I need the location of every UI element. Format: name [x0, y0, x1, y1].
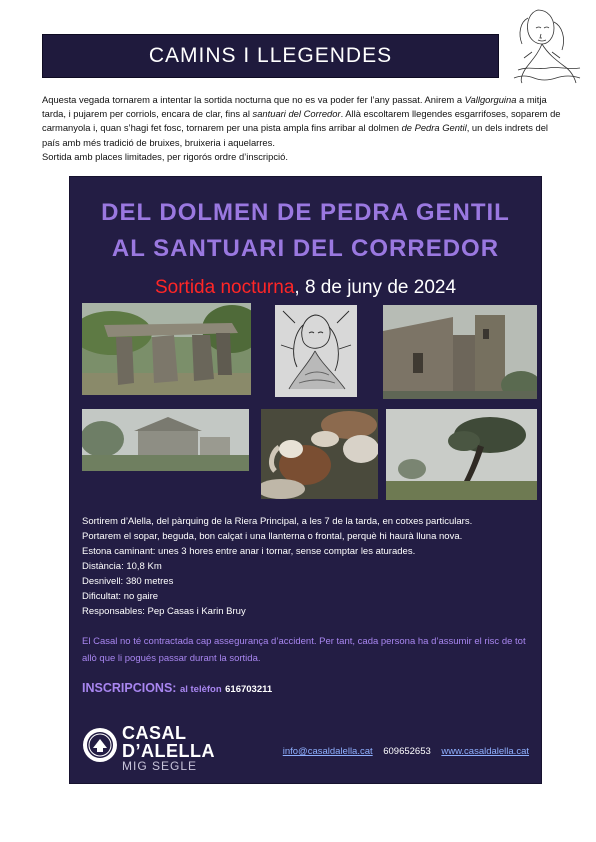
poster-title-line2: AL SANTUARI DEL CORREDOR [111, 235, 500, 262]
inscriptions-label: INSCRIPCIONS: [82, 681, 177, 695]
email-link[interactable]: info@casaldalella.cat [282, 746, 373, 757]
intro-place-pedra-gentil: de Pedra Gentil [401, 122, 467, 134]
contact-line [283, 746, 529, 757]
detail-distance: Distància: 10,8 Km [82, 561, 162, 572]
dolmen-photo [82, 303, 251, 395]
detail-difficulty: Dificultat: no gaire [82, 591, 159, 602]
subtitle-night-outing: Sortida nocturna [154, 277, 295, 298]
website-link[interactable]: www.casaldalella.cat [441, 746, 529, 757]
intro-paragraph [42, 93, 562, 150]
detail-equipment: Portarem el sopar, beguda, bon calçat i una llanterna o frontal, perquè hi haurà lluna nova. [82, 531, 463, 542]
detail-elevation: Desnivell: 380 metres [82, 576, 174, 587]
header-title: CAMINS I LLEGENDES [148, 44, 393, 67]
inscriptions-line [82, 681, 272, 695]
poster-panel [69, 176, 542, 784]
seal-icon [82, 727, 118, 763]
logo-line3: MIG SEGLE [122, 759, 198, 773]
misty-village-photo [82, 409, 249, 471]
poster-title-line1: DEL DOLMEN DE PEDRA GENTIL [101, 199, 510, 226]
santuari-photo [383, 305, 537, 399]
intro-place-vallgorguina: Vallgorguina [464, 94, 517, 105]
foggy-tree-photo [386, 409, 537, 500]
intro-place-corredor: santuari del Corredor [252, 108, 341, 120]
outing-details [82, 514, 532, 619]
intro-text-part: Aquesta vegada tornarem a intentar la sortida nocturna que no es va poder fer l’any passat. Anirem a [42, 94, 465, 105]
detail-walking-time: Estona caminant: unes 3 hores entre anar i tornar, sense comptar les aturades. [82, 546, 416, 557]
witch-drawing-photo [275, 305, 357, 397]
logo-line2: D’ALELLA [122, 741, 215, 761]
casal-alella-logo [82, 721, 215, 773]
inscriptions-phone-label: al telèfon [179, 684, 222, 695]
intro-text-part: . Allà escoltarem llegendes esgarrifoses, soparem de carmanyola i, quan s’hagi fet fosc, tornarem per una pista ampla fins arribar al dolmen [42, 108, 561, 134]
logo-line1: CASAL [122, 723, 187, 743]
contact-phone: 609652653 [383, 746, 431, 757]
intro-text [42, 93, 562, 164]
intro-text-part: a mitja tarda, i pujarem per corriols, encara de clar, fins al [42, 94, 547, 120]
inscriptions-phone[interactable]: 616703211 [225, 684, 273, 695]
poster-subtitle [70, 277, 541, 299]
goats-photo [261, 409, 378, 499]
subtitle-date: , 8 de juny de 2024 [294, 277, 457, 298]
intro-text-part: , un dels indrets del país amb més tradició de bruixes, bruixeria i aquelarres. [42, 122, 549, 148]
header-banner [42, 34, 499, 78]
intro-limited-places: Sortida amb places limitades, per rigorós ordre d’inscripció. [42, 150, 288, 162]
witch-sketch-image [508, 4, 582, 84]
insurance-disclaimer: El Casal no té contractada cap assegurança d’accident. Per tant, cada persona ha d’assumir el risc de tot allò que li pogués passar durant la sortida. [82, 636, 526, 664]
detail-organizers: Responsables: Pep Casas i Karin Bruy [82, 606, 246, 617]
detail-departure: Sortirem d’Alella, del pàrquing de la Riera Principal, a les 7 de la tarda, en cotxes particulars. [82, 516, 473, 527]
